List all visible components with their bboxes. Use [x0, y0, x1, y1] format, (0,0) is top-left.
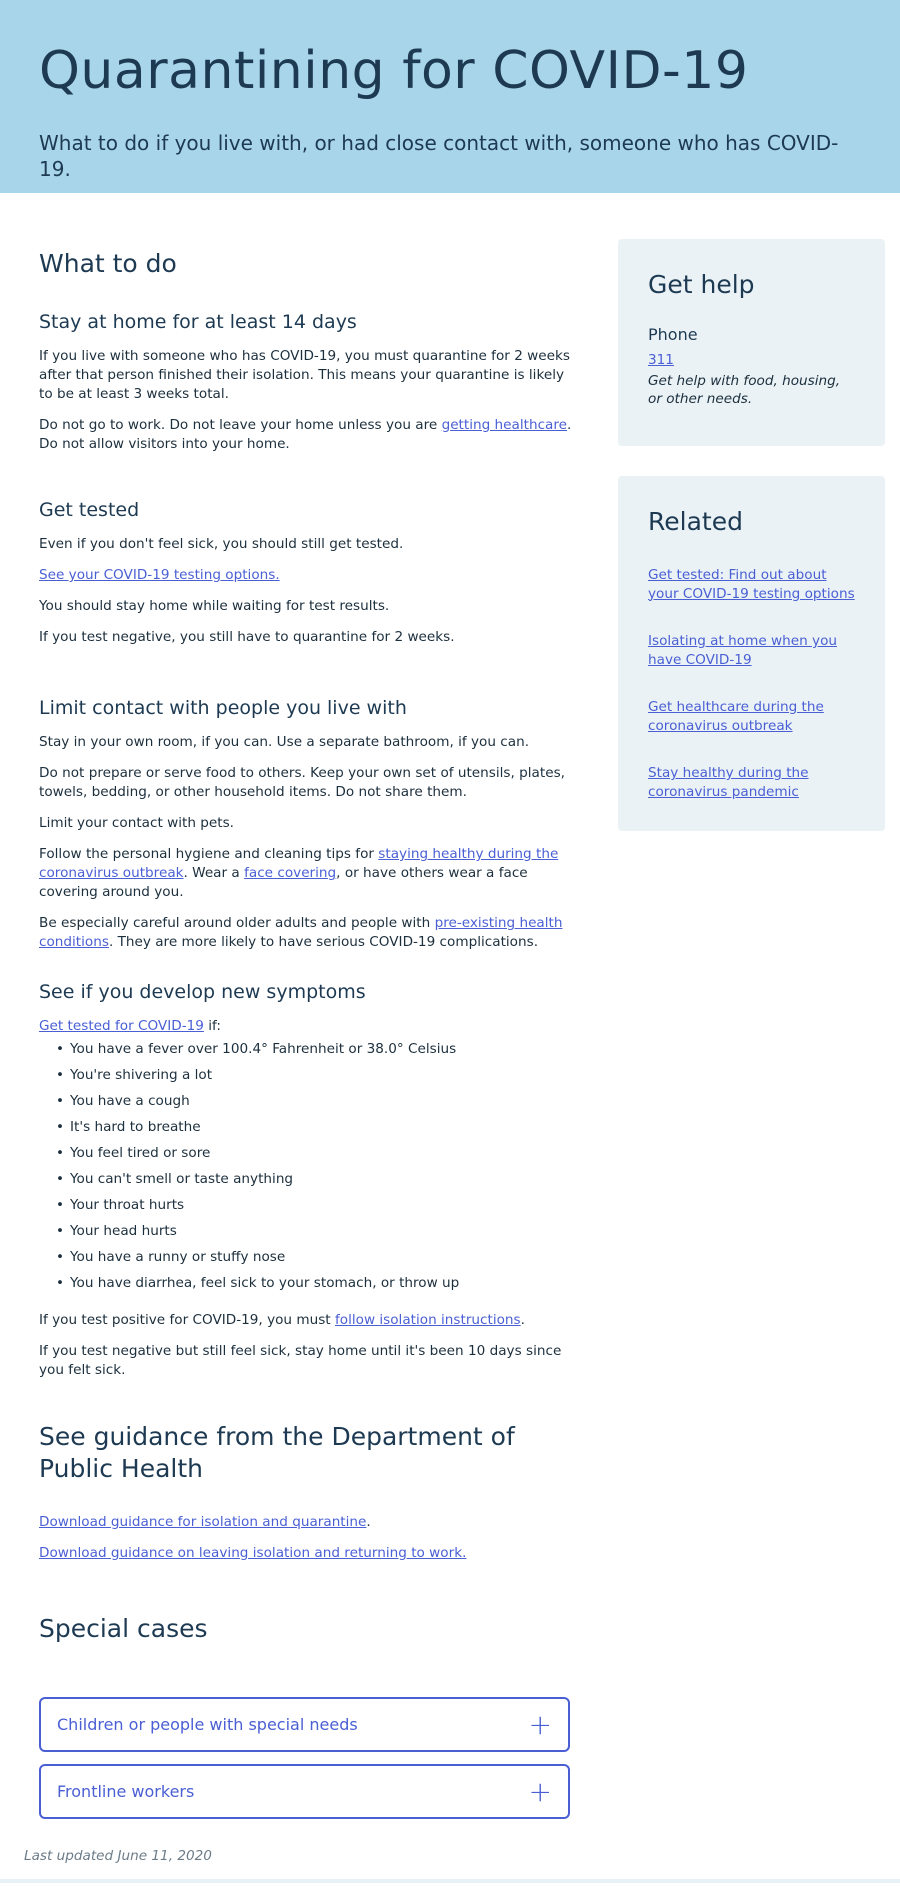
guidance-link-1-paragraph: [39, 1513, 579, 1532]
guidance-heading: See guidance from the Department of Public Health: [39, 1422, 515, 1483]
guidance-section: [39, 1421, 579, 1563]
footer-divider: [0, 1879, 900, 1883]
related-link-healthcare[interactable]: Get healthcare during the coronavirus outbreak: [648, 699, 824, 734]
limit-contact-paragraph-3: Limit your contact with pets.: [39, 815, 234, 831]
text: .: [366, 1514, 371, 1530]
stay-home-heading: Stay at home for at least 14 days: [39, 311, 357, 333]
special-cases-heading: Special cases: [39, 1614, 208, 1643]
guidance-link-2-paragraph: [39, 1544, 579, 1563]
plus-icon: +: [528, 1774, 552, 1808]
text: Do not go to work. Do not leave your home unless you are: [39, 417, 442, 433]
testing-options-paragraph: [39, 566, 579, 585]
accordion-special-needs[interactable]: [39, 1697, 570, 1752]
last-updated: Last updated June 11, 2020: [24, 1848, 212, 1864]
symptoms-intro: [39, 1017, 579, 1036]
get-help-heading: Get help: [648, 270, 755, 299]
symptoms-heading: See if you develop new symptoms: [39, 981, 366, 1003]
list-item: • Your head hurts: [39, 1222, 579, 1241]
limit-contact-paragraph-2: Do not prepare or serve food to others. Keep your own set of utensils, plates, towels, bedding, or other household items. Do not share them.: [39, 765, 565, 800]
related-links: [648, 566, 855, 801]
limit-contact-paragraph-4: [39, 845, 579, 902]
list-item: • You have a runny or stuffy nose: [39, 1248, 579, 1267]
text: , or have others wear a face covering around you.: [39, 865, 528, 900]
stay-home-section: [39, 309, 579, 454]
related-link-testing[interactable]: Get tested: Find out about your COVID-19 testing options: [648, 567, 855, 602]
accordion-frontline-workers[interactable]: [39, 1764, 570, 1819]
text: if:: [203, 1018, 221, 1034]
test-positive-paragraph: [39, 1311, 579, 1330]
list-item: • You have diarrhea, feel sick to your stomach, or throw up: [39, 1274, 579, 1293]
symptoms-section: [39, 979, 579, 1380]
page-subtitle: What to do if you live with, or had close contact with, someone who has COVID-19.: [39, 131, 839, 181]
limit-contact-heading: Limit contact with people you live with: [39, 697, 407, 719]
get-tested-paragraph-1: Even if you don't feel sick, you should still get tested.: [39, 536, 404, 552]
staying-healthy-link[interactable]: staying healthy during the coronavirus outbreak: [39, 846, 559, 881]
getting-healthcare-link[interactable]: getting healthcare: [441, 417, 568, 433]
get-tested-paragraph-2: You should stay home while waiting for test results.: [39, 598, 390, 614]
get-tested-heading: Get tested: [39, 499, 140, 521]
limit-contact-paragraph-5: [39, 914, 579, 952]
test-negative-paragraph: If you test negative but still feel sick, stay home until it's been 10 days since you felt sick.: [39, 1343, 562, 1378]
text: Be especially careful around older adults and people with: [39, 915, 435, 931]
list-item: • You have a cough: [39, 1092, 579, 1111]
limit-contact-section: [39, 695, 579, 952]
what-to-do-heading: What to do: [39, 249, 177, 278]
text: If you test positive for COVID-19, you must: [39, 1312, 335, 1328]
hero-banner: [0, 0, 900, 193]
get-tested-paragraph-3: If you test negative, you still have to quarantine for 2 weeks.: [39, 629, 455, 645]
phone-label: Phone: [648, 325, 698, 344]
related-link-isolating[interactable]: Isolating at home when you have COVID-19: [648, 633, 838, 668]
plus-icon: +: [528, 1707, 552, 1741]
get-help-card: [618, 239, 885, 446]
list-item: • You have a fever over 100.4° Fahrenheit or 38.0° Celsius: [39, 1040, 579, 1059]
text: . Wear a: [183, 865, 245, 881]
accordion-label: Children or people with special needs: [57, 1715, 358, 1734]
sidebar: [618, 239, 885, 831]
face-covering-link[interactable]: face covering: [244, 865, 337, 881]
download-return-to-work-link[interactable]: Download guidance on leaving isolation and returning to work.: [39, 1545, 467, 1561]
text: . Do not allow visitors into your home.: [39, 417, 572, 452]
text: . They are more likely to have serious COVID-19 complications.: [108, 934, 539, 950]
download-isolation-guidance-link[interactable]: Download guidance for isolation and quarantine: [39, 1514, 367, 1530]
symptoms-list: [39, 1040, 579, 1293]
list-item: • You feel tired or sore: [39, 1144, 579, 1163]
text: .: [520, 1312, 525, 1328]
stay-home-paragraph-1: If you live with someone who has COVID-19, you must quarantine for 2 weeks after that person finished their isolation. This means your quarantine is likely to be at least 3 weeks total.: [39, 348, 570, 402]
related-heading: Related: [648, 507, 743, 536]
related-link-stay-healthy[interactable]: Stay healthy during the coronavirus pandemic: [648, 765, 809, 800]
pre-existing-conditions-link[interactable]: pre-existing health conditions: [39, 915, 563, 950]
list-item: • Your throat hurts: [39, 1196, 579, 1215]
phone-number-link[interactable]: 311: [648, 352, 674, 368]
page-title: Quarantining for COVID-19: [39, 41, 749, 101]
get-tested-section: [39, 497, 579, 647]
phone-note: Get help with food, housing, or other needs.: [648, 373, 841, 407]
list-item: • You're shivering a lot: [39, 1066, 579, 1085]
content-area: [0, 193, 900, 1883]
text: Follow the personal hygiene and cleaning tips for: [39, 846, 379, 862]
get-tested-for-covid-link[interactable]: Get tested for COVID-19: [39, 1018, 204, 1034]
limit-contact-paragraph-1: Stay in your own room, if you can. Use a separate bathroom, if you can.: [39, 734, 530, 750]
list-item: • You can't smell or taste anything: [39, 1170, 579, 1189]
accordion-label: Frontline workers: [57, 1782, 195, 1801]
list-item: • It's hard to breathe: [39, 1118, 579, 1137]
stay-home-paragraph-2: [39, 416, 579, 454]
related-card: [618, 476, 885, 831]
testing-options-link[interactable]: See your COVID-19 testing options.: [39, 567, 280, 583]
isolation-instructions-link[interactable]: follow isolation instructions: [334, 1312, 521, 1328]
